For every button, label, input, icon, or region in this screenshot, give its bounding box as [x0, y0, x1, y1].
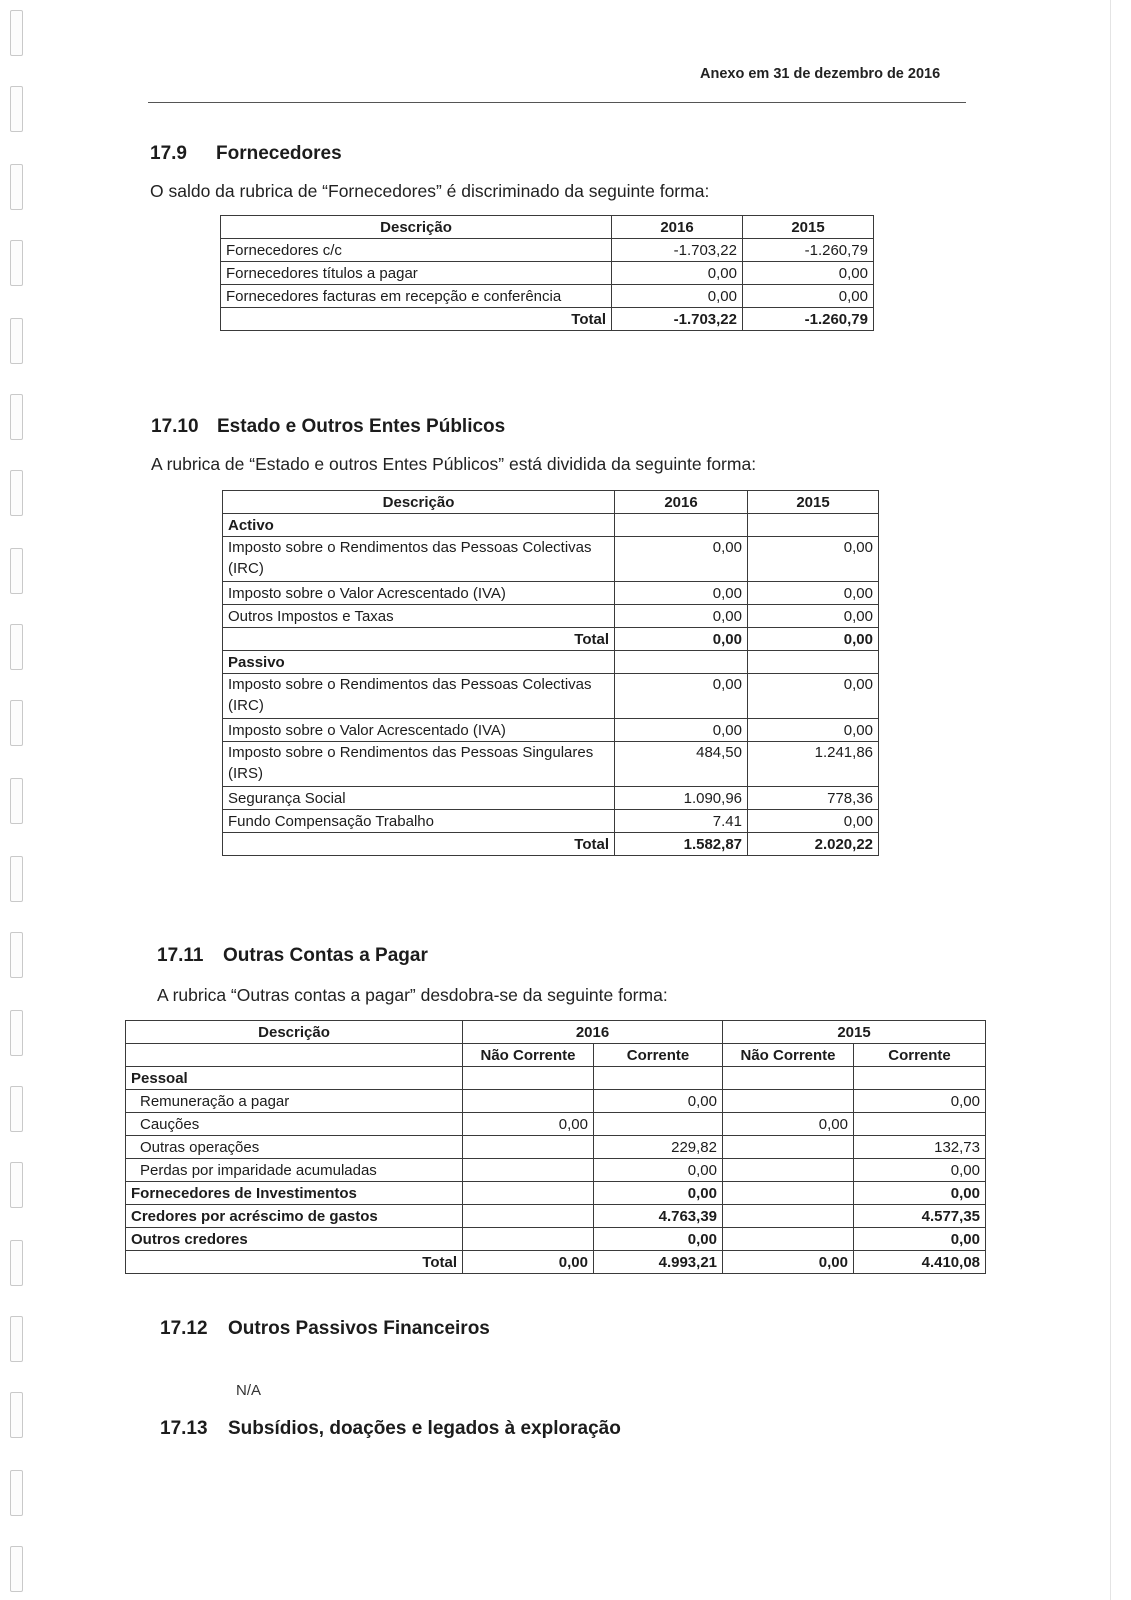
binder-hole	[10, 1086, 23, 1132]
table-row	[223, 674, 879, 719]
value-nc-2015	[723, 1159, 854, 1182]
section-17-10-heading	[151, 416, 505, 438]
empty-cell	[594, 1067, 723, 1090]
value-2015: 0,00	[748, 674, 879, 719]
header-rule	[148, 102, 966, 103]
section-17-11-heading	[157, 945, 428, 967]
row-label: Fornecedores títulos a pagar	[221, 262, 612, 285]
value-2016: -1.703,22	[612, 239, 743, 262]
empty-cell	[615, 651, 748, 674]
total-nc-2016: 0,00	[463, 1251, 594, 1274]
value-2016: 0,00	[612, 285, 743, 308]
table-row	[221, 262, 874, 285]
column-header-2016: 2016	[463, 1021, 723, 1044]
table-row	[221, 285, 874, 308]
value-2016: 0,00	[615, 582, 748, 605]
row-label: Cauções	[126, 1113, 463, 1136]
row-label: Imposto sobre o Rendimentos das Pessoas Colectivas (IRC)	[223, 674, 615, 719]
total-2016: 0,00	[615, 628, 748, 651]
total-2016: -1.703,22	[612, 308, 743, 331]
binder-hole	[10, 86, 23, 132]
section-number: 17.9	[150, 143, 187, 164]
binder-hole	[10, 778, 23, 824]
row-label: Outros credores	[126, 1228, 463, 1251]
total-row	[221, 308, 874, 331]
binder-hole	[10, 624, 23, 670]
row-label: Outras operações	[126, 1136, 463, 1159]
value-nc-2016	[463, 1136, 594, 1159]
column-header: Descrição	[221, 216, 612, 239]
total-c-2016: 4.993,21	[594, 1251, 723, 1274]
binder-hole	[10, 164, 23, 210]
total-c-2015: 4.410,08	[854, 1251, 986, 1274]
page-edge	[1110, 0, 1111, 1600]
section-title: Outras Contas a Pagar	[223, 945, 428, 966]
table-row	[221, 239, 874, 262]
value-2016: 0,00	[615, 719, 748, 742]
value-2015: 0,00	[748, 810, 879, 833]
empty-cell	[723, 1067, 854, 1090]
table-row	[126, 1182, 986, 1205]
total-row	[223, 833, 879, 856]
section-17-11-intro: A rubrica “Outras contas a pagar” desdobra-se da seguinte forma:	[157, 985, 668, 1005]
column-header: 2016	[615, 491, 748, 514]
total-label: Total	[126, 1251, 463, 1274]
value-c-2016: 0,00	[594, 1159, 723, 1182]
table-row	[223, 810, 879, 833]
binder-hole	[10, 1546, 23, 1592]
value-2015: -1.260,79	[743, 239, 874, 262]
value-2015: 0,00	[748, 605, 879, 628]
binder-hole	[10, 1392, 23, 1438]
binder-hole	[10, 1470, 23, 1516]
total-label: Total	[223, 628, 615, 651]
row-label: Fornecedores de Investimentos	[126, 1182, 463, 1205]
value-2016: 484,50	[615, 742, 748, 787]
empty-cell	[463, 1067, 594, 1090]
table-row	[223, 719, 879, 742]
value-2016: 0,00	[615, 605, 748, 628]
value-nc-2015	[723, 1228, 854, 1251]
value-2016: 0,00	[615, 537, 748, 582]
column-header: Descrição	[126, 1021, 463, 1044]
empty-cell	[748, 514, 879, 537]
section-number: 17.13	[160, 1418, 208, 1439]
binder-hole	[10, 1240, 23, 1286]
group-label: Passivo	[223, 651, 615, 674]
table-row	[223, 605, 879, 628]
table-row	[126, 1090, 986, 1113]
value-2015: 1.241,86	[748, 742, 879, 787]
outras-contas-table	[125, 1020, 986, 1274]
total-nc-2015: 0,00	[723, 1251, 854, 1274]
row-label: Fornecedores facturas em recepção e conferência	[221, 285, 612, 308]
value-c-2016: 0,00	[594, 1090, 723, 1113]
value-c-2015: 132,73	[854, 1136, 986, 1159]
row-label: Fornecedores c/c	[221, 239, 612, 262]
value-nc-2015	[723, 1090, 854, 1113]
value-2016: 1.090,96	[615, 787, 748, 810]
value-nc-2015	[723, 1136, 854, 1159]
total-row	[126, 1251, 986, 1274]
section-title: Outros Passivos Financeiros	[228, 1318, 490, 1339]
table-row	[126, 1113, 986, 1136]
section-17-13-heading	[160, 1418, 621, 1440]
group-row-pessoal	[126, 1067, 986, 1090]
value-c-2016	[594, 1113, 723, 1136]
total-label: Total	[223, 833, 615, 856]
table-subheader-row	[126, 1044, 986, 1067]
empty-cell	[748, 651, 879, 674]
value-nc-2015	[723, 1205, 854, 1228]
empty-cell	[126, 1044, 463, 1067]
table-row	[223, 742, 879, 787]
value-c-2015: 0,00	[854, 1182, 986, 1205]
row-label: Remuneração a pagar	[126, 1090, 463, 1113]
row-label: Outros Impostos e Taxas	[223, 605, 615, 628]
total-2016: 1.582,87	[615, 833, 748, 856]
value-nc-2016	[463, 1182, 594, 1205]
value-nc-2015: 0,00	[723, 1113, 854, 1136]
section-number: 17.10	[151, 416, 199, 437]
value-2015: 0,00	[743, 285, 874, 308]
row-label: Imposto sobre o Valor Acrescentado (IVA)	[223, 719, 615, 742]
table-row	[223, 582, 879, 605]
empty-cell	[854, 1067, 986, 1090]
column-header: Não Corrente	[463, 1044, 594, 1067]
value-nc-2015	[723, 1182, 854, 1205]
total-2015: -1.260,79	[743, 308, 874, 331]
value-2015: 0,00	[743, 262, 874, 285]
value-c-2016: 229,82	[594, 1136, 723, 1159]
section-17-12-heading	[160, 1318, 490, 1340]
row-label: Imposto sobre o Rendimentos das Pessoas Colectivas (IRC)	[223, 537, 615, 582]
section-number: 17.11	[157, 945, 204, 966]
binder-hole	[10, 932, 23, 978]
table-row	[223, 537, 879, 582]
row-label: Segurança Social	[223, 787, 615, 810]
table-header-row	[223, 491, 879, 514]
section-17-12-body: N/A	[236, 1382, 262, 1399]
table-row	[126, 1159, 986, 1182]
group-row-activo	[223, 514, 879, 537]
value-c-2015: 0,00	[854, 1090, 986, 1113]
value-c-2015: 4.577,35	[854, 1205, 986, 1228]
table-header-row	[126, 1021, 986, 1044]
binder-hole	[10, 1162, 23, 1208]
binder-hole	[10, 394, 23, 440]
row-label: Imposto sobre o Rendimentos das Pessoas Singulares (IRS)	[223, 742, 615, 787]
column-header: 2015	[748, 491, 879, 514]
column-header: Não Corrente	[723, 1044, 854, 1067]
value-2015: 0,00	[748, 582, 879, 605]
table-row	[126, 1205, 986, 1228]
binder-hole	[10, 240, 23, 286]
value-c-2015: 0,00	[854, 1159, 986, 1182]
group-row-passivo	[223, 651, 879, 674]
total-2015: 0,00	[748, 628, 879, 651]
binder-hole	[10, 856, 23, 902]
table-row	[223, 787, 879, 810]
total-row	[223, 628, 879, 651]
value-nc-2016	[463, 1205, 594, 1228]
binder-hole	[10, 700, 23, 746]
value-c-2016: 0,00	[594, 1182, 723, 1205]
value-c-2015: 0,00	[854, 1228, 986, 1251]
column-header: Corrente	[854, 1044, 986, 1067]
value-2015: 778,36	[748, 787, 879, 810]
column-header-2015: 2015	[723, 1021, 986, 1044]
value-2016: 0,00	[615, 674, 748, 719]
section-17-9-intro: O saldo da rubrica de “Fornecedores” é discriminado da seguinte forma:	[150, 181, 710, 201]
section-title: Subsídios, doações e legados à exploração	[228, 1418, 621, 1439]
group-label: Activo	[223, 514, 615, 537]
value-nc-2016	[463, 1090, 594, 1113]
binder-hole	[10, 548, 23, 594]
table-row	[126, 1228, 986, 1251]
total-label: Total	[221, 308, 612, 331]
binder-hole	[10, 470, 23, 516]
table-row	[126, 1136, 986, 1159]
section-title: Estado e Outros Entes Públicos	[217, 416, 506, 437]
binder-holes	[4, 0, 28, 1600]
row-label: Imposto sobre o Valor Acrescentado (IVA)	[223, 582, 615, 605]
value-2015: 0,00	[748, 719, 879, 742]
page-header: Anexo em 31 de dezembro de 2016	[700, 66, 941, 82]
row-label: Credores por acréscimo de gastos	[126, 1205, 463, 1228]
column-header: Descrição	[223, 491, 615, 514]
empty-cell	[615, 514, 748, 537]
column-header: 2015	[743, 216, 874, 239]
value-2016: 0,00	[612, 262, 743, 285]
total-2015: 2.020,22	[748, 833, 879, 856]
value-nc-2016	[463, 1159, 594, 1182]
table-header-row	[221, 216, 874, 239]
value-2015: 0,00	[748, 537, 879, 582]
estado-table	[222, 490, 879, 856]
binder-hole	[10, 1316, 23, 1362]
binder-hole	[10, 1010, 23, 1056]
value-nc-2016: 0,00	[463, 1113, 594, 1136]
section-17-10-intro: A rubrica de “Estado e outros Entes Públicos” está dividida da seguinte forma:	[151, 454, 757, 474]
fornecedores-table	[220, 215, 874, 331]
group-label: Pessoal	[126, 1067, 463, 1090]
section-17-9-heading	[150, 143, 342, 165]
value-2016: 7.41	[615, 810, 748, 833]
value-c-2016: 0,00	[594, 1228, 723, 1251]
section-number: 17.12	[160, 1318, 208, 1339]
column-header: Corrente	[594, 1044, 723, 1067]
column-header: 2016	[612, 216, 743, 239]
row-label: Fundo Compensação Trabalho	[223, 810, 615, 833]
value-c-2015	[854, 1113, 986, 1136]
binder-hole	[10, 10, 23, 56]
binder-hole	[10, 318, 23, 364]
value-nc-2016	[463, 1228, 594, 1251]
section-title: Fornecedores	[216, 143, 342, 164]
value-c-2016: 4.763,39	[594, 1205, 723, 1228]
row-label: Perdas por imparidade acumuladas	[126, 1159, 463, 1182]
